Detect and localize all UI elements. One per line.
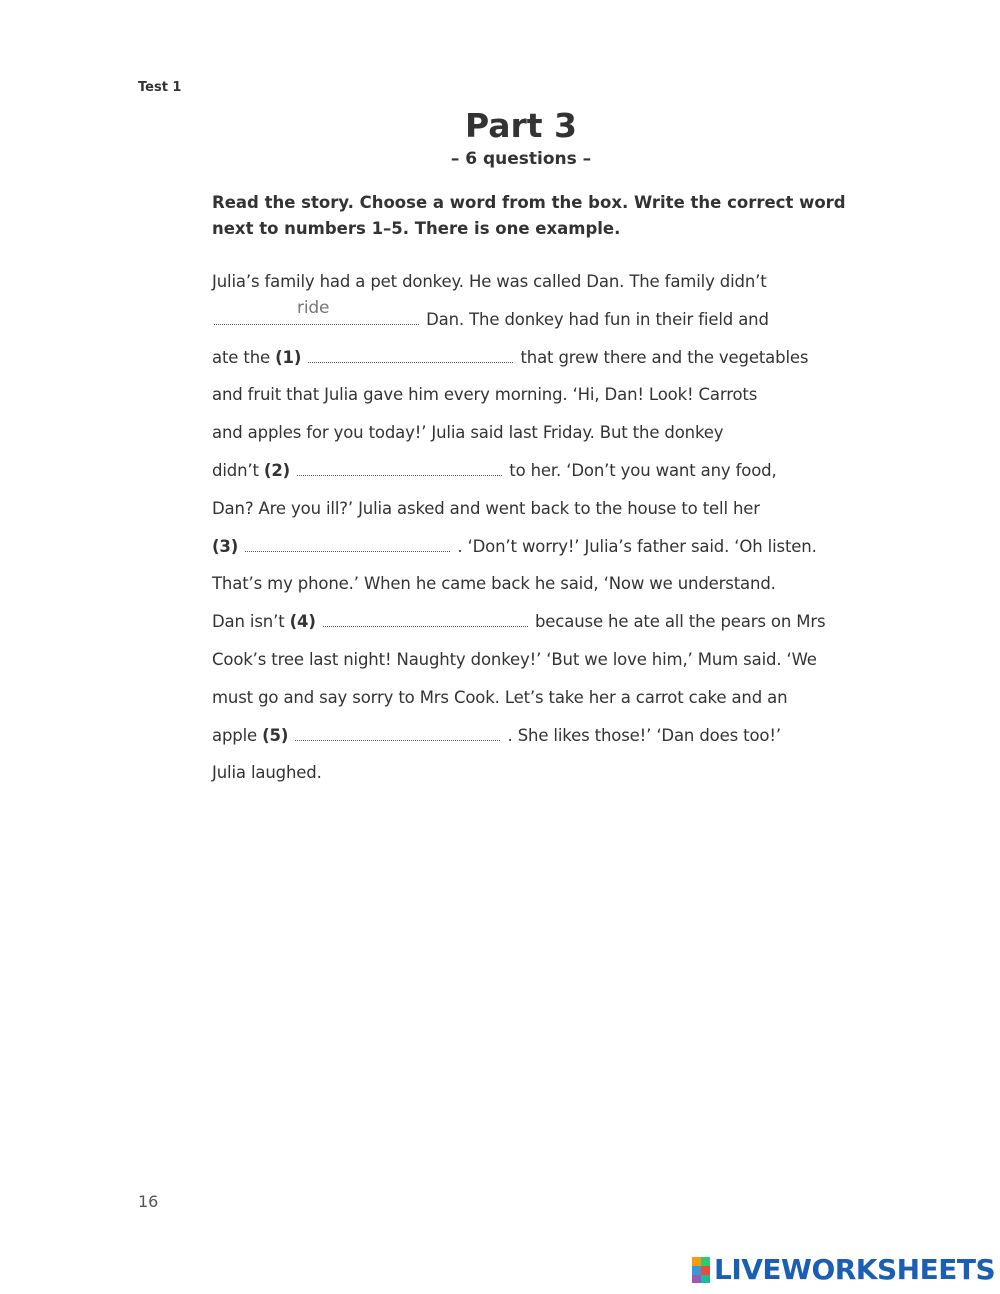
example-answer-blank (214, 297, 419, 325)
story-text-segment: . ‘Don’t worry!’ Julia’s father said. ‘Oh listen. (457, 536, 817, 556)
instructions: Read the story. Choose a word from the box. Write the correct word next to numbers 1–5. There is one example. (212, 193, 846, 238)
story-line (212, 754, 852, 792)
question-number-3: (3) (212, 536, 239, 556)
story-text-segment: Dan isn’t (212, 612, 285, 632)
story-line (212, 414, 852, 452)
test-label: Test 1 (138, 80, 182, 95)
answer-blank-2[interactable] (297, 461, 502, 476)
question-number-4: (4) (289, 612, 316, 632)
story-line (212, 528, 852, 566)
story-text-segment: to her. ‘Don’t you want any food, (509, 460, 777, 480)
story-text-segment: and apples for you today!’ Julia said last Friday. But the donkey (212, 423, 724, 443)
story-line (212, 297, 852, 339)
story-text-segment: Dan. The donkey had fun in their field and (426, 309, 769, 329)
story-text-segment: Cook’s tree last night! Naughty donkey!’ ‘But we love him,’ Mum said. ‘We (212, 649, 817, 669)
story-text-segment: must go and say sorry to Mrs Cook. Let’s take her a carrot cake and an (212, 687, 788, 707)
story-line (212, 679, 852, 717)
story-text-segment: because he ate all the pears on Mrs (534, 612, 826, 632)
story-text-segment: apple (212, 725, 258, 745)
example-answer: ride (297, 297, 330, 318)
story-text-segment: that grew there and the vegetables (520, 347, 809, 367)
logo-blocks-icon (692, 1257, 710, 1283)
liveworksheets-logo[interactable] (692, 1254, 995, 1286)
story-text-segment: and fruit that Julia gave him every morning. ‘Hi, Dan! Look! Carrots (212, 385, 758, 405)
story-line (212, 565, 852, 603)
question-number-1: (1) (275, 347, 302, 367)
question-number-2: (2) (263, 460, 291, 480)
story-line (212, 641, 852, 679)
story-text-segment: didn’t (212, 460, 259, 480)
story-text-segment: Dan? Are you ill?’ Julia asked and went back to the house to tell her (212, 498, 760, 518)
answer-blank-1[interactable] (308, 348, 513, 363)
story-line (212, 452, 852, 490)
story-text-segment: Julia’s family had a pet donkey. He was called Dan. The family didn’t (212, 272, 767, 291)
story-text-segment: . She likes those!’ ‘Dan does too!’ (507, 725, 781, 745)
story-text (212, 263, 852, 792)
page-number: 16 (138, 1192, 159, 1211)
story-text-segment: ate the (212, 347, 271, 367)
part-title: Part 3 (464, 106, 578, 145)
story-line (212, 603, 852, 641)
story-line (212, 376, 852, 414)
question-number-5: (5) (262, 725, 289, 745)
part-subtitle: – 6 questions – (450, 149, 592, 169)
logo-text: LIVEWORKSHEETS (714, 1253, 996, 1286)
story-text-segment: That’s my phone.’ When he came back he said, ‘Now we understand. (212, 574, 776, 594)
story-text-segment: Julia laughed. (212, 763, 322, 783)
answer-blank-5[interactable] (295, 726, 500, 741)
answer-blank-3[interactable] (245, 537, 450, 552)
story-line (212, 490, 852, 528)
story-line (212, 717, 852, 755)
story-line (212, 339, 852, 377)
answer-blank-4[interactable] (323, 612, 528, 627)
